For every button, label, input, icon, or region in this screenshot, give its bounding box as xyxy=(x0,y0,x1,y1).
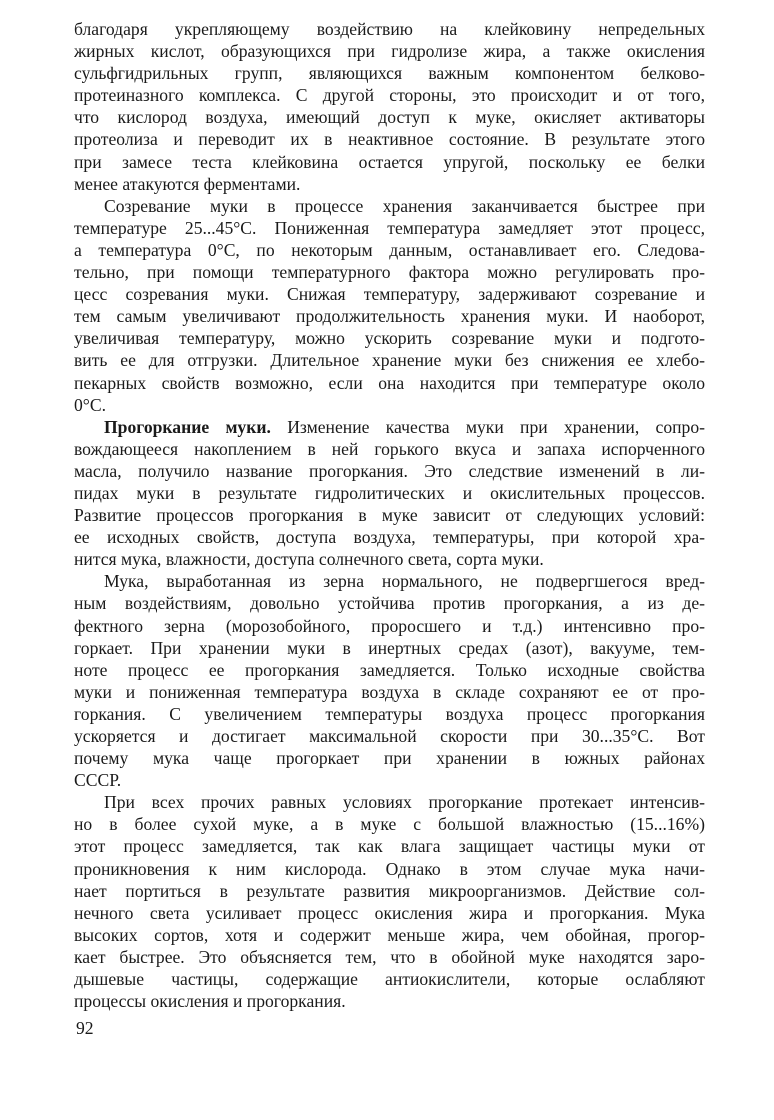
text-line: нает портиться в результате развития микроорганизмов. Действие сол- xyxy=(74,880,705,901)
page-body xyxy=(74,18,705,1012)
text-line: нится мука, влажности, доступа солнечного света, сорта муки. xyxy=(74,549,544,570)
text-line: ее исходных свойств, доступа воздуха, температуры, при которой хра- xyxy=(74,527,705,548)
section-heading-inline: Прогоркание муки. xyxy=(104,416,271,437)
text-line: высоких сортов, хотя и содержит меньше жира, чем обойная, прогор- xyxy=(74,924,705,945)
text-line: протеиназного комплекса. С другой стороны, это происходит и от того, xyxy=(74,85,705,106)
text-line: СССР. xyxy=(74,770,122,791)
text-line: жирных кислот, образующихся при гидролизе жира, а также окисления xyxy=(74,41,705,62)
text-line: 0°С. xyxy=(74,394,106,415)
text-line: При всех прочих равных условиях прогоркание протекает интенсив- xyxy=(104,792,705,813)
text-line: при замесе теста клейковина остается упругой, поскольку ее белки xyxy=(74,151,705,172)
text-line: почему мука чаще прогоркает при хранении в южных районах xyxy=(74,748,705,769)
text-line: масла, получило название прогоркания. Это следствие изменений в ли- xyxy=(74,460,705,481)
text-line: но в более сухой муке, а в муке с большой влажностью (15...16%) xyxy=(74,814,705,835)
text-line: увеличивая температуру, можно ускорить созревание муки и подгото- xyxy=(74,328,705,349)
paragraph-2 xyxy=(74,195,705,416)
text-line: Развитие процессов прогоркания в муке зависит от следующих условий: xyxy=(74,505,705,526)
text-line: фектного зерна (морозобойного, проросшего и т.д.) интенсивно про- xyxy=(74,615,705,636)
text-line: этот процесс замедляется, так как влага защищает частицы муки от xyxy=(74,836,705,857)
text-line: а температура 0°С, по некоторым данным, останавливает его. Следова- xyxy=(74,239,705,260)
text-line: Созревание муки в процессе хранения заканчивается быстрее при xyxy=(104,195,705,216)
paragraph-1 xyxy=(74,18,705,195)
text-line: ноте процесс ее прогоркания замедляется. Только исходные свойства xyxy=(74,659,705,680)
text-line: вождающееся накоплением в ней горького вкуса и запаха испорченного xyxy=(74,438,705,459)
text-line: менее атакуются ферментами. xyxy=(74,173,301,194)
text-line: тельно, при помощи температурного фактора можно регулировать про- xyxy=(74,262,705,283)
text-line: ускоряется и достигает максимальной скорости при 30...35°С. Вот xyxy=(74,726,705,746)
text-line: цесс созревания муки. Снижая температуру, задерживают созревание и xyxy=(74,284,705,305)
paragraph-3 xyxy=(74,416,705,571)
text-line: что кислород воздуха, имеющий доступ к муке, окисляет активаторы xyxy=(74,107,705,128)
text-line: пекарных свойств возможно, если она находится при температуре около xyxy=(74,372,705,393)
paragraph-5 xyxy=(74,791,705,1012)
page-number: 92 xyxy=(76,1018,94,1038)
text-line: кает быстрее. Это объясняется тем, что в обойной муке находятся заро- xyxy=(74,946,705,967)
text-line xyxy=(74,416,705,438)
text-line: протеолиза и переводит их в неактивное состояние. В результате этого xyxy=(74,129,705,150)
text-line: горкания. С увеличением температуры воздуха процесс прогоркания xyxy=(74,703,705,724)
text-line: вить ее для отгрузки. Длительное хранение муки без снижения ее хлебо- xyxy=(74,350,705,371)
text-line: Мука, выработанная из зерна нормального, не подвергшегося вред- xyxy=(104,571,705,592)
text-line: ным воздействиям, довольно устойчива против прогоркания, а из де- xyxy=(74,593,705,614)
text-line: температуре 25...45°С. Пониженная температура замедляет этот процесс, xyxy=(74,217,705,238)
text-line: муки и пониженная температура воздуха в складе сохраняют ее от про- xyxy=(74,681,705,702)
text-line: сульфгидрильных групп, являющихся важным компонентом белково- xyxy=(74,63,705,84)
text-line: дышевые частицы, содержащие антиокислители, которые ослабляют xyxy=(74,969,705,990)
text-line: нечного света усиливает процесс окисления жира и прогоркания. Мука xyxy=(74,902,705,923)
paragraph-4 xyxy=(74,570,705,791)
text-fragment: Изменение качества муки при хранении, сопро- xyxy=(287,416,705,437)
text-line: горкает. При хранении муки в инертных средах (азот), вакууме, тем- xyxy=(74,637,705,658)
text-line: процессы окисления и прогоркания. xyxy=(74,991,346,1012)
text-line: тем самым увеличивают продолжительность хранения муки. И наоборот, xyxy=(74,306,705,327)
text-line: проникновения к ним кислорода. Однако в этом случае мука начи- xyxy=(74,858,705,879)
text-line: пидах муки в результате гидролитических и окислительных процессов. xyxy=(74,482,705,503)
text-line: благодаря укрепляющему воздействию на клейковину непредельных xyxy=(74,19,705,39)
